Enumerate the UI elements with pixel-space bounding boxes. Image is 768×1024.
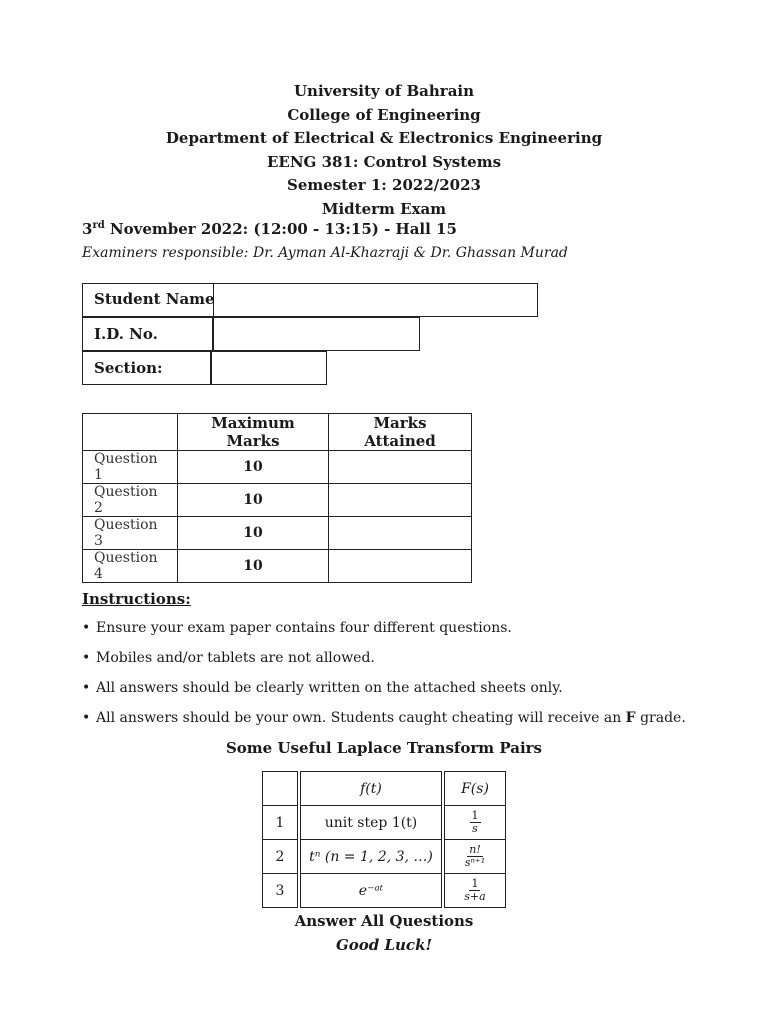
- laplace-header-row: [263, 772, 506, 806]
- university-name: University of Bahrain: [293, 82, 475, 100]
- laplace-F: [443, 806, 506, 840]
- college-name: College of Engineering: [287, 105, 481, 124]
- max-marks: 10: [178, 484, 329, 517]
- section-label: Section:: [94, 359, 163, 377]
- question-label: Question 2: [83, 484, 178, 517]
- marks-attained-cell[interactable]: [329, 484, 472, 517]
- laplace-header-f: [299, 772, 443, 806]
- table-row: [263, 806, 506, 840]
- marks-table: [82, 413, 472, 583]
- fraction-numerator: n!: [469, 843, 481, 856]
- course-title: EENG 381: Control Systems: [266, 152, 502, 171]
- student-name-label: Student Name: [94, 290, 215, 308]
- bullet-icon: •: [82, 680, 91, 696]
- table-row: [83, 517, 472, 550]
- table-row: [263, 840, 506, 874]
- bullet-icon: •: [82, 620, 91, 636]
- instructions-title: Instructions:: [82, 590, 191, 608]
- id-number-field[interactable]: [212, 317, 420, 351]
- question-label: Question 1: [83, 451, 178, 484]
- marks-header-row: [83, 414, 472, 451]
- table-row: [263, 874, 506, 908]
- instruction-text: All answers should be clearly written on the attached sheets only.: [96, 680, 563, 696]
- good-luck: Good Luck!: [335, 936, 433, 954]
- laplace-f: e⁻ᵃᵗ: [299, 874, 443, 908]
- question-label: Question 3: [83, 517, 178, 550]
- list-item: [82, 618, 686, 648]
- department-name: Department of Electrical & Electronics Engineering: [165, 129, 603, 147]
- laplace-index: 1: [263, 806, 300, 840]
- day-suffix: rd: [92, 220, 105, 231]
- examiners-responsible: Examiners responsible: Dr. Ayman Al-Khazraji & Dr. Ghassan Murad: [82, 245, 568, 261]
- instructions-list: [82, 618, 686, 738]
- laplace-index: 3: [263, 874, 300, 908]
- table-row: [83, 451, 472, 484]
- marks-header-max: Maximum Marks: [178, 414, 329, 451]
- exam-date-rest: November 2022: (12:00 - 13:15) - Hall 15: [104, 220, 457, 238]
- laplace-F: [443, 874, 506, 908]
- question-label: Question 4: [83, 550, 178, 583]
- laplace-f: unit step 1(t): [299, 806, 443, 840]
- marks-attained-cell[interactable]: [329, 451, 472, 484]
- section-field[interactable]: [210, 351, 327, 385]
- exam-date-line: [82, 220, 457, 238]
- list-item: [82, 648, 686, 678]
- header-f-text: f(t): [360, 780, 382, 797]
- laplace-fraction: [463, 844, 487, 869]
- list-item: [82, 708, 686, 738]
- semester: Semester 1: 2022/2023: [286, 176, 481, 194]
- instruction-grade-letter: F: [625, 710, 636, 726]
- table-row: [83, 550, 472, 583]
- exam-type: Midterm Exam: [321, 199, 447, 218]
- fraction-denominator: sⁿ⁺¹: [464, 856, 486, 869]
- marks-attained-cell[interactable]: [329, 517, 472, 550]
- laplace-header-index: [263, 772, 300, 806]
- fraction-denominator: s: [472, 822, 478, 835]
- list-item: [82, 678, 686, 708]
- marks-header-attained: Marks Attained: [329, 414, 472, 451]
- laplace-fraction: [470, 810, 481, 835]
- max-marks: 10: [178, 517, 329, 550]
- laplace-F: [443, 840, 506, 874]
- instruction-text: Ensure your exam paper contains four different questions.: [96, 620, 512, 636]
- laplace-table: [262, 771, 506, 908]
- exam-day: 3: [82, 220, 93, 238]
- answer-all-questions: Answer All Questions: [294, 912, 474, 930]
- max-marks: 10: [178, 451, 329, 484]
- instruction-tail: grade.: [635, 710, 686, 726]
- max-marks: 10: [178, 550, 329, 583]
- table-row: [83, 484, 472, 517]
- fraction-denominator: s+a: [464, 890, 486, 903]
- student-name-field[interactable]: [213, 283, 538, 317]
- exam-header: [0, 80, 768, 221]
- bullet-icon: •: [82, 710, 91, 726]
- marks-header-blank: [83, 414, 178, 451]
- id-label: I.D. No.: [94, 325, 158, 343]
- header-F-text: F(s): [461, 780, 489, 797]
- marks-attained-cell[interactable]: [329, 550, 472, 583]
- laplace-header-F: [443, 772, 506, 806]
- instruction-text: Mobiles and/or tablets are not allowed.: [96, 650, 375, 666]
- fraction-numerator: 1: [471, 809, 479, 822]
- fraction-numerator: 1: [471, 877, 479, 890]
- instruction-text: All answers should be your own. Students caught cheating will receive an: [96, 710, 626, 726]
- bullet-icon: •: [82, 650, 91, 666]
- laplace-f: tⁿ (n = 1, 2, 3, …): [299, 840, 443, 874]
- laplace-title: Some Useful Laplace Transform Pairs: [225, 739, 543, 757]
- laplace-index: 2: [263, 840, 300, 874]
- laplace-fraction: [462, 878, 487, 903]
